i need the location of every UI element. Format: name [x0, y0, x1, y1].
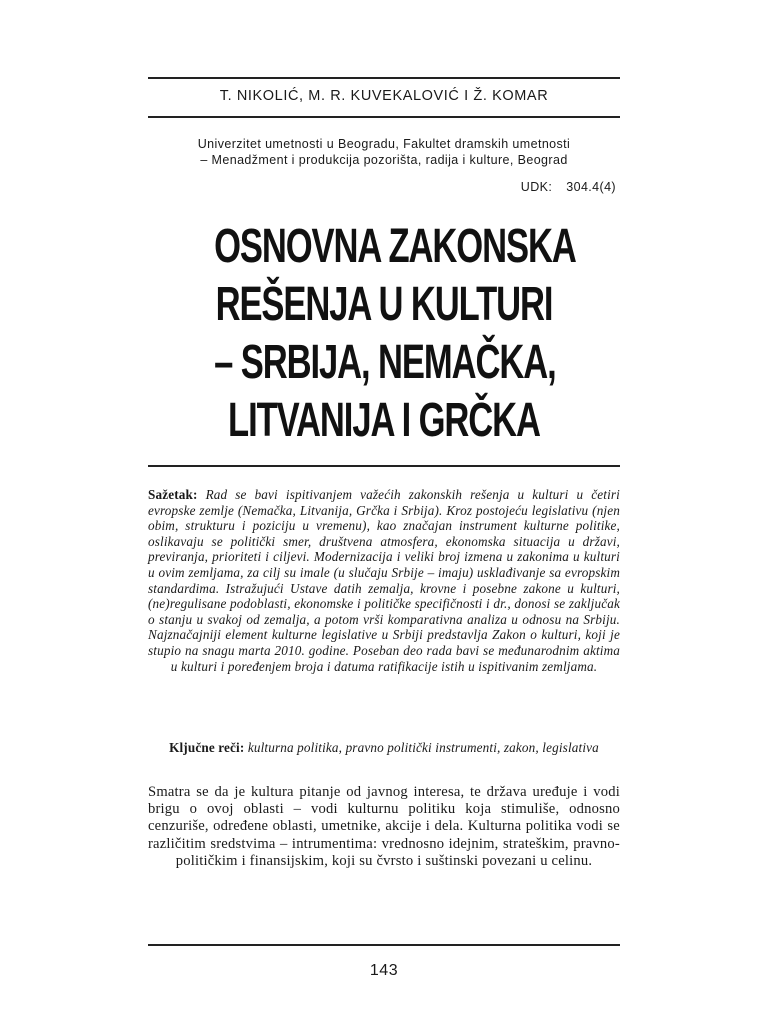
header-bottom-rule [148, 116, 620, 118]
affiliation-line-1: Univerzitet umetnosti u Beogradu, Fakultet dramskih umetnosti [197, 137, 571, 151]
title-line-1: OSNOVNA ZAKONSKA [214, 220, 576, 273]
affiliation-line-2: – Menadžment i produkcija pozorišta, radija i kulture, Beograd [200, 153, 568, 167]
udk-label: UDK: [520, 180, 553, 194]
affiliation [148, 136, 620, 168]
udk-classification [521, 180, 616, 194]
running-header-authors: T. NIKOLIĆ, M. R. KUVEKALOVIĆ I Ž. KOMAR [219, 88, 549, 104]
abstract-label: Sažetak: [148, 487, 198, 502]
abstract-text: Rad se bavi ispitivanjem važećih zakonskih rešenja u kulturi u četiri evropske zemlje (Nemačka, Litvanija, Grčka i Srbija). Kroz postojeću legislativu (njen obim, strukturu i poziciju u vremenu), kao značajan instrument kulturne politike, oslikavaju se politički smer, društvena atmosfera, ekonomska situacija u državi, previranja, prioriteti i ciljevi. Modernizacija i veliki broj izmena u zakonima u kulturi u ovim zemljama, za cilj su imale (u slučaju Srbije – imaju) usklađivanje sa evropskim standardima. Istražujući Ustave datih zemalja, krovne i posebne zakone u kulturi, (ne)regulisane podoblasti, ekonomske i političke specifičnosti i dr., donosi se zaključak o stanju u svakoj od zemalja, a potom vrši komparativna analiza u odnosu na Srbiju. Najznačajniji element kulturne legislative u Srbiji predstavlja Zakon o kulturi, koji je stupio na snagu marta 2010. godine. Poseban deo rada bavi se međunarodnim aktima u kulturi i poređenjem broja i datuma ratifikacije istih u ispitivanim zemljama. [148, 487, 620, 674]
title-line-2: REŠENJA U KULTURI [215, 278, 553, 331]
intro-paragraph: Smatra se da je kultura pitanje od javnog interesa, te država uređuje i vodi brigu o ovoj oblasti – vodi kulturnu politiku koja stimuliše, odnosno cenzuriše, određene oblasti, umetnike, akcije i dela. Kulturna politika vodi se različitim sredstvima – intrumentima: vrednosno idejnim, strateškim, pravno-političkim i finansijskim, koji su čvrsto i suštinski povezani u celinu. [148, 784, 620, 869]
keywords [148, 740, 620, 756]
top-rule [148, 77, 620, 79]
udk-value: 304.4(4) [566, 180, 616, 194]
article-title [214, 218, 576, 450]
abstract [148, 487, 620, 674]
title-line-4: LITVANIJA I GRČKA [228, 394, 540, 447]
title-line-3: – SRBIJA, NEMAČKA, [214, 336, 556, 389]
footer-rule [148, 944, 620, 946]
keywords-label: Ključne reči: [169, 740, 245, 755]
keywords-text: kulturna politika, pravno politički instrumenti, zakon, legislativa [247, 740, 599, 755]
document-page [148, 0, 620, 1024]
page-number: 143 [369, 962, 399, 979]
title-bottom-rule [148, 465, 620, 467]
